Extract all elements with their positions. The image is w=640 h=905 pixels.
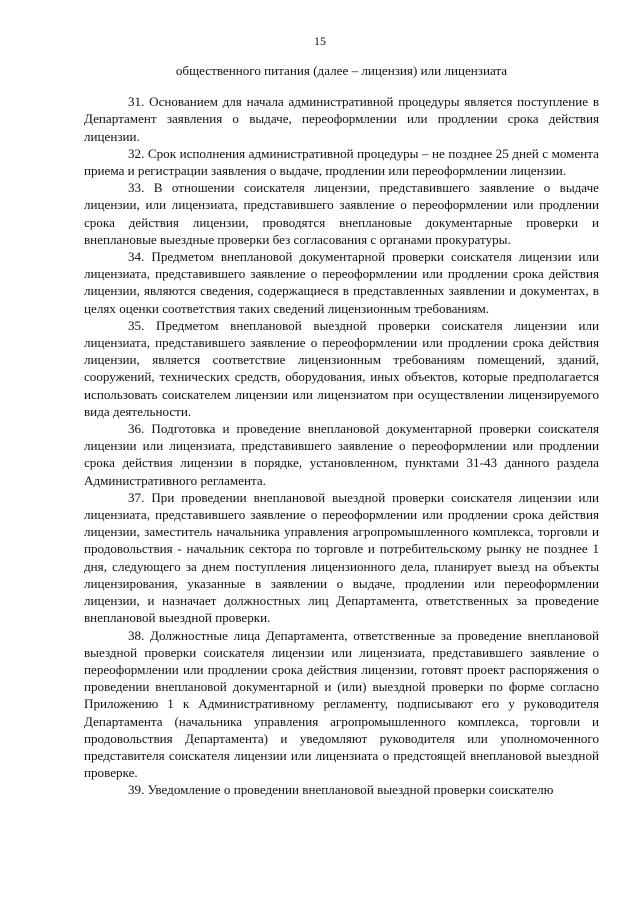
paragraph-38: 38. Должностные лица Департамента, ответственные за проведение внеплановой выездной проверки соискателя лицензии или лицензиата, представившего заявление о переоформлении или продлении срока действия лицензии, готовят проект распоряжения о проведении внеплановой документарной и (или) выездной проверки по форме согласно Приложению 1 к Административному регламенту, подписывают его у руководителя Департамента (начальника управления агропромышленного комплекса, торговли и продовольствия Департамента) и уведомляют руководителя или уполномоченного представителя соискателя лицензии или лицензиата о предстоящей внеплановой выездной проверке. [84,627,599,781]
paragraph-36: 36. Подготовка и проведение внеплановой документарной проверки соискателя лицензии или лицензиата, представившего заявление о переоформлении или продлении срока действия лицензии в порядке, установленном, пунктами 31-43 данного раздела Административного регламента. [84,421,599,488]
page-number: 15 [314,34,326,48]
page-body [84,62,599,799]
paragraph-34: 34. Предметом внеплановой документарной проверки соискателя лицензии или лицензиата, представившего заявление о переоформлении или продлении срока действия лицензии, являются сведения, содержащиеся в представленных заявлении и документах, в целях оценки соответствия таких сведений лицензионным требованиям. [84,249,599,316]
paragraph-31: 31. Основанием для начала административной процедуры является поступление в Департамент заявления о выдаче, переоформлении или продлении срока действия лицензии. [84,94,599,144]
paragraph-37: 37. При проведении внеплановой выездной проверки соискателя лицензии или лицензиата, представившего заявление о переоформлении или продлении срока действия лицензии, заместитель начальника управления агропромышленного комплекса, торговли и продовольствия - начальник сектора по торговле и потребительскому рынку не позднее 1 дня, следующего за днем поступления лицензионного дела, планирует выезд на объекты лицензирования, указанные в заявлении о выдаче, продлении или переоформлении лицензии, и назначает должностных лиц Департамента, ответственных за проведение внеплановой выездной проверки. [84,489,599,626]
paragraph-35: 35. Предметом внеплановой выездной проверки соискателя лицензии или лицензиата, представившего заявление о переоформлении или продлении срока действия лицензии, является соответствие лицензионным требованиям помещений, зданий, сооружений, технических средств, оборудования, иных объектов, которые предполагается использовать соискателем лицензии или лицензиатом при осуществлении лицензируемого вида деятельности. [84,317,599,419]
paragraph-32: 32. Срок исполнения административной процедуры – не позднее 25 дней с момента приема и регистрации заявления о выдаче, продлении или переоформлении лицензии. [84,145,599,179]
paragraph-39: 39. Уведомление о проведении внеплановой выездной проверки соискателю [128,782,554,798]
paragraph-33: 33. В отношении соискателя лицензии, представившего заявление о выдаче лицензии, или лицензиата, представившего заявление о переоформлении или продлении срока действия лицензии, проводятся внеплановые документарные проверки и внеплановые выездные проверки без согласования с органами прокуратуры. [84,180,599,247]
continued-line: общественного питания (далее – лицензия) или лицензиата [175,63,508,78]
